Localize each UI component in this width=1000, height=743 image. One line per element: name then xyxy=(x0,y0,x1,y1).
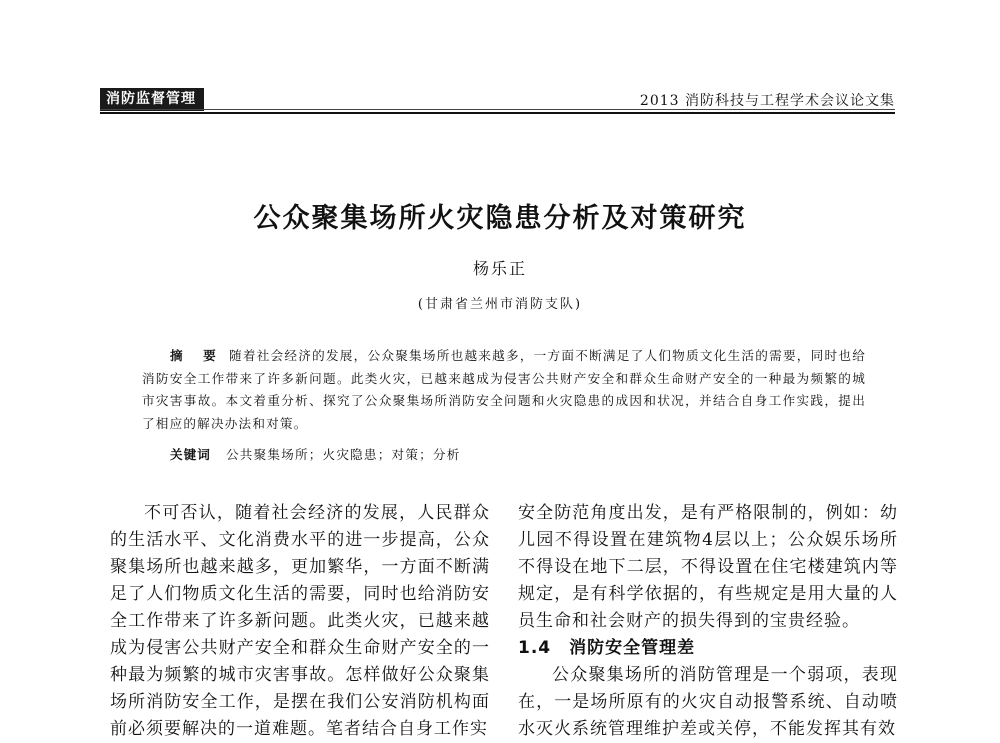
abstract xyxy=(142,345,866,435)
proceedings-title: 2013 消防科技与工程学术会议论文集 xyxy=(639,93,895,109)
subsection-number: 1.4 xyxy=(518,638,552,658)
header-rule xyxy=(100,112,895,114)
keywords xyxy=(170,444,461,463)
subsection-heading xyxy=(518,635,898,662)
body-column-right xyxy=(518,500,898,743)
keywords-text: 公共聚集场所；火灾隐患；对策；分析 xyxy=(226,447,461,462)
author-name: 杨乐正 xyxy=(472,259,527,278)
author-affiliation: (甘肃省兰州市消防支队) xyxy=(417,297,583,312)
abstract-text: 随着社会经济的发展，公众聚集场所也越来越多，一方面不断满足了人们物质文化生活的需要，同时也给消防安全工作带来了许多新问题。此类火灾，已越来越成为侵害公共财产安全和群众生命财产安全的一种最为频繁的城市灾害事故。本文着重分析、探究了公众聚集场所消防安全问题和火灾隐患的成因和状况，并结合自身工作实践，提出了相应的解决办法和对策。 xyxy=(142,348,866,431)
keywords-label: 关键词 xyxy=(170,447,211,462)
subsection-title: 消防安全管理差 xyxy=(569,638,696,658)
continued-paragraph: 安全防范角度出发，是有严格限制的，例如：幼儿园不得设置在建筑物4层以上；公众娱乐场所不得设在地下二层，不得设置在住宅楼建筑内等规定，是有科学依据的，有些规定是用大量的人员生命和社会财产的损失得到的宝贵经验。 xyxy=(518,503,898,631)
intro-paragraph: 不可否认，随着社会经济的发展，人民群众的生活水平、文化消费水平的进一步提高，公众聚集场所也越来越多，更加繁华，一方面不断满足了人们物质文化生活的需要，同时也给消防安全工作带来了许多新问题。此类火灾，已越来越成为侵害公共财产安全和群众生命财产安全的一种最为频繁的城市灾害事故。怎样做好公众聚集场所消防安全工作，是摆在我们公安消防机构面前必须要解决的一道难题。笔者结合自身工作实 xyxy=(110,503,490,739)
body-column-left xyxy=(110,500,490,743)
abstract-label: 摘 要 xyxy=(170,348,224,363)
management-paragraph: 公众聚集场所的消防管理是一个弱项，表现在，一是场所原有的火灾自动报警系统、自动喷水灭火系统管理维护差或关停，不能发挥其有效 xyxy=(518,665,898,739)
section-tag: 消防监督管理 xyxy=(100,88,204,111)
running-header xyxy=(100,88,895,114)
paper-title: 公众聚集场所火灾隐患分析及对策研究 xyxy=(253,203,747,234)
header-rule-thin xyxy=(100,109,895,110)
